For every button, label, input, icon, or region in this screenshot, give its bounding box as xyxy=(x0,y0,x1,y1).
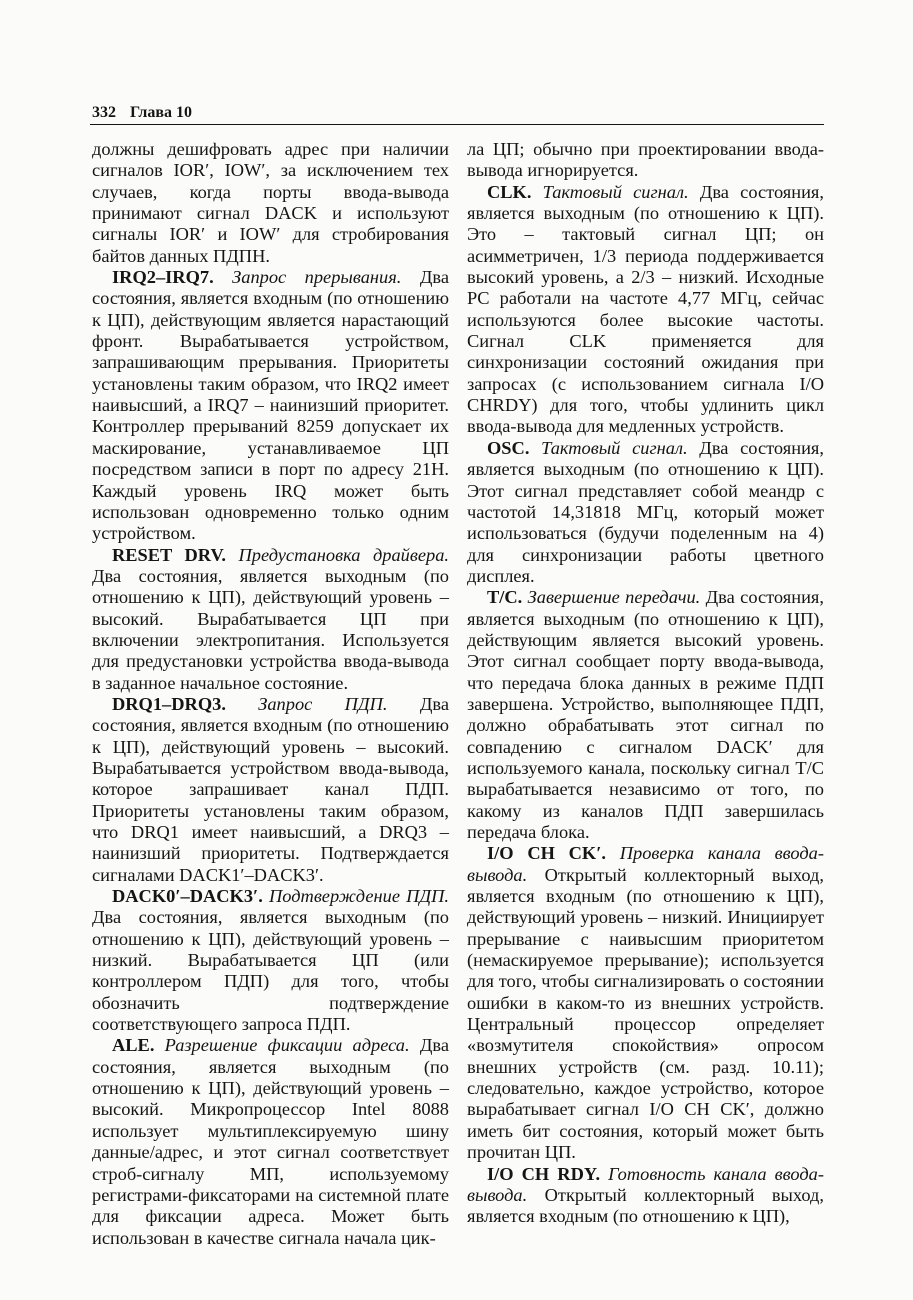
signal-entry-dack xyxy=(92,886,449,1035)
signal-entry-io-ch-ck xyxy=(467,843,824,1163)
signal-name: ALE. xyxy=(112,1035,155,1056)
signal-description: Готовность канала ввода-вывода. xyxy=(467,1163,824,1205)
left-column xyxy=(92,139,449,1249)
signal-description: Проверка канала ввода-вывода. xyxy=(467,843,824,885)
paragraph-continuation: должны дешифровать адрес при наличии сигналов IOR′, IOW′, за исключением тех случаев, когда порты ввода-вывода принимают сигнал DACK и используют сигналы IOR′ и IOW′ для стробирования байтов данных ПДПН. xyxy=(92,139,449,266)
signal-entry-io-ch-rdy xyxy=(467,1164,824,1228)
signal-entry-clk xyxy=(467,182,824,438)
signal-name: I/O CH RDY. xyxy=(487,1163,601,1184)
signal-text: Два состояния, является входным (по отношению к ЦП), действующий уровень – высокий. Вырабатывается устройством ввода-вывода, которое запрашивает канал ПДП. Приоритеты установлены таким образом, что DRQ1 имеет наивысший, а DRQ3 – наинизший приоритеты. Подтверждается сигналами DACK1′–DACK3′. xyxy=(92,693,449,885)
signal-entry-drq xyxy=(92,694,449,886)
running-head xyxy=(92,102,824,124)
signal-entry-ale xyxy=(92,1035,449,1248)
signal-description: Тактовый сигнал. xyxy=(542,181,689,202)
signal-text: Два состояния, является выходным (по отношению к ЦП), действующий уровень – высокий. Микропроцессор Intel 8088 использует мультиплексируемую шину данные/адрес, и этот сигнал соответствует строб-сигналу МП, используемому регистрами-фиксаторами на системной плате для фиксации адреса. Может быть использован в качестве сигнала начала цик- xyxy=(92,1035,449,1248)
signal-description: Разрешение фиксации адреса. xyxy=(164,1035,410,1056)
signal-name: CLK. xyxy=(487,181,532,202)
chapter-title: Глава 10 xyxy=(130,104,192,121)
signal-name: IRQ2–IRQ7. xyxy=(112,267,214,288)
signal-name: DACK0′–DACK3′. xyxy=(112,886,263,907)
paragraph-continuation: ла ЦП; обычно при проектировании ввода-вывода игнорируется. xyxy=(467,139,824,181)
right-column xyxy=(467,139,824,1228)
signal-entry-osc xyxy=(467,438,824,587)
signal-description: Тактовый сигнал. xyxy=(541,437,688,458)
signal-text: Два состояния, является выходным (по отношению к ЦП), действующий уровень – высокий. Вырабатывается ЦП при включении электропитания. Используется для предустановки устройства ввода-вывода в заданное начальное состояние. xyxy=(92,565,449,693)
signal-description: Запрос ПДП. xyxy=(258,693,388,714)
signal-text: Два состояния, является входным (по отношению к ЦП), действующим является нарастающий фронт. Вырабатывается устройством, запрашивающим прерывания. Приоритеты установлены таким образом, что IRQ2 имеет наивысший, а IRQ7 – наинизший приоритет. Контроллер прерываний 8259 допускает их маскирование, устанавливаемое ЦП посредством записи в порт по адресу 21Н. Каждый уровень IRQ может быть использован одновременно только одним устройством. xyxy=(92,267,449,544)
signal-text: Два состояния, является выходным (по отношению к ЦП). Это – тактовый сигнал ЦП; он асимметричен, 1/3 периода поддерживается высокий уровень, а 2/3 – низкий. Исходные PC работали на частоте 4,77 МГц, сейчас используются более высокие частоты. Сигнал CLK применяется для синхронизации состояний ожидания при запросах (с использованием сигнала I/O CHRDY) для того, чтобы удлинить цикл ввода-вывода для медленных устройств. xyxy=(467,181,824,437)
signal-text: Два состояния, является выходным (по отношению к ЦП), действующий уровень – низкий. Вырабатывается ЦП (или контроллером ПДП) для того, чтобы обозначить подтверждение соответствующего запроса ПДП. xyxy=(92,907,449,1035)
signal-name: OSC. xyxy=(487,437,530,458)
signal-description: Подтверждение ПДП. xyxy=(269,886,449,907)
signal-description: Запрос прерывания. xyxy=(232,267,402,288)
signal-entry-reset-drv xyxy=(92,545,449,694)
page-number: 332 xyxy=(92,104,116,121)
signal-name: DRQ1–DRQ3. xyxy=(112,693,226,714)
signal-text: Открытый коллекторный выход, является входным (по отношению к ЦП), действующий уровень – низкий. Инициирует прерывание с наивысшим приоритетом (немаскируемое прерывание); используется для того, чтобы сигнализировать о состоянии ошибки в каком-то из внешних устройств. Центральный процессор определяет «возмутителя спокойствия» опросом внешних устройств (см. разд. 10.11); следовательно, каждое устройство, которое вырабатывает сигнал I/O CH CK′, должно иметь бит состояния, который может быть прочитан ЦП. xyxy=(467,864,824,1163)
signal-name: T/C. xyxy=(487,587,523,608)
signal-description: Завершение передачи. xyxy=(527,587,701,608)
signal-text: Открытый коллекторный выход, является входным (по отношению к ЦП), xyxy=(467,1184,824,1227)
signal-name: I/O CH CK′. xyxy=(487,843,606,864)
header-rule xyxy=(90,124,824,125)
signal-entry-tc xyxy=(467,587,824,843)
signal-name: RESET DRV. xyxy=(112,544,226,565)
signal-text: Два состояния, является выходным (по отношению к ЦП), действующим является высокий уровень. Этот сигнал сообщает порту ввода-вывода, что передача блока данных в режиме ПДП завершена. Устройство, выполняющее ПДП, должно обрабатывать этот сигнал по совпадению с сигналом DACK′ для используемого канала, поскольку сигнал T/C вырабатывается независимо от того, по какому из каналов ПДП завершилась передача блока. xyxy=(467,587,824,842)
signal-description: Предустановка драйвера. xyxy=(238,544,449,565)
signal-entry-irq xyxy=(92,267,449,544)
signal-text: Два состояния, является выходным (по отношению к ЦП). Этот сигнал представляет собой меандр с частотой 14,31818 МГц, который может использоваться (будучи поделенным на 4) для синхронизации работы цветного дисплея. xyxy=(467,437,824,586)
